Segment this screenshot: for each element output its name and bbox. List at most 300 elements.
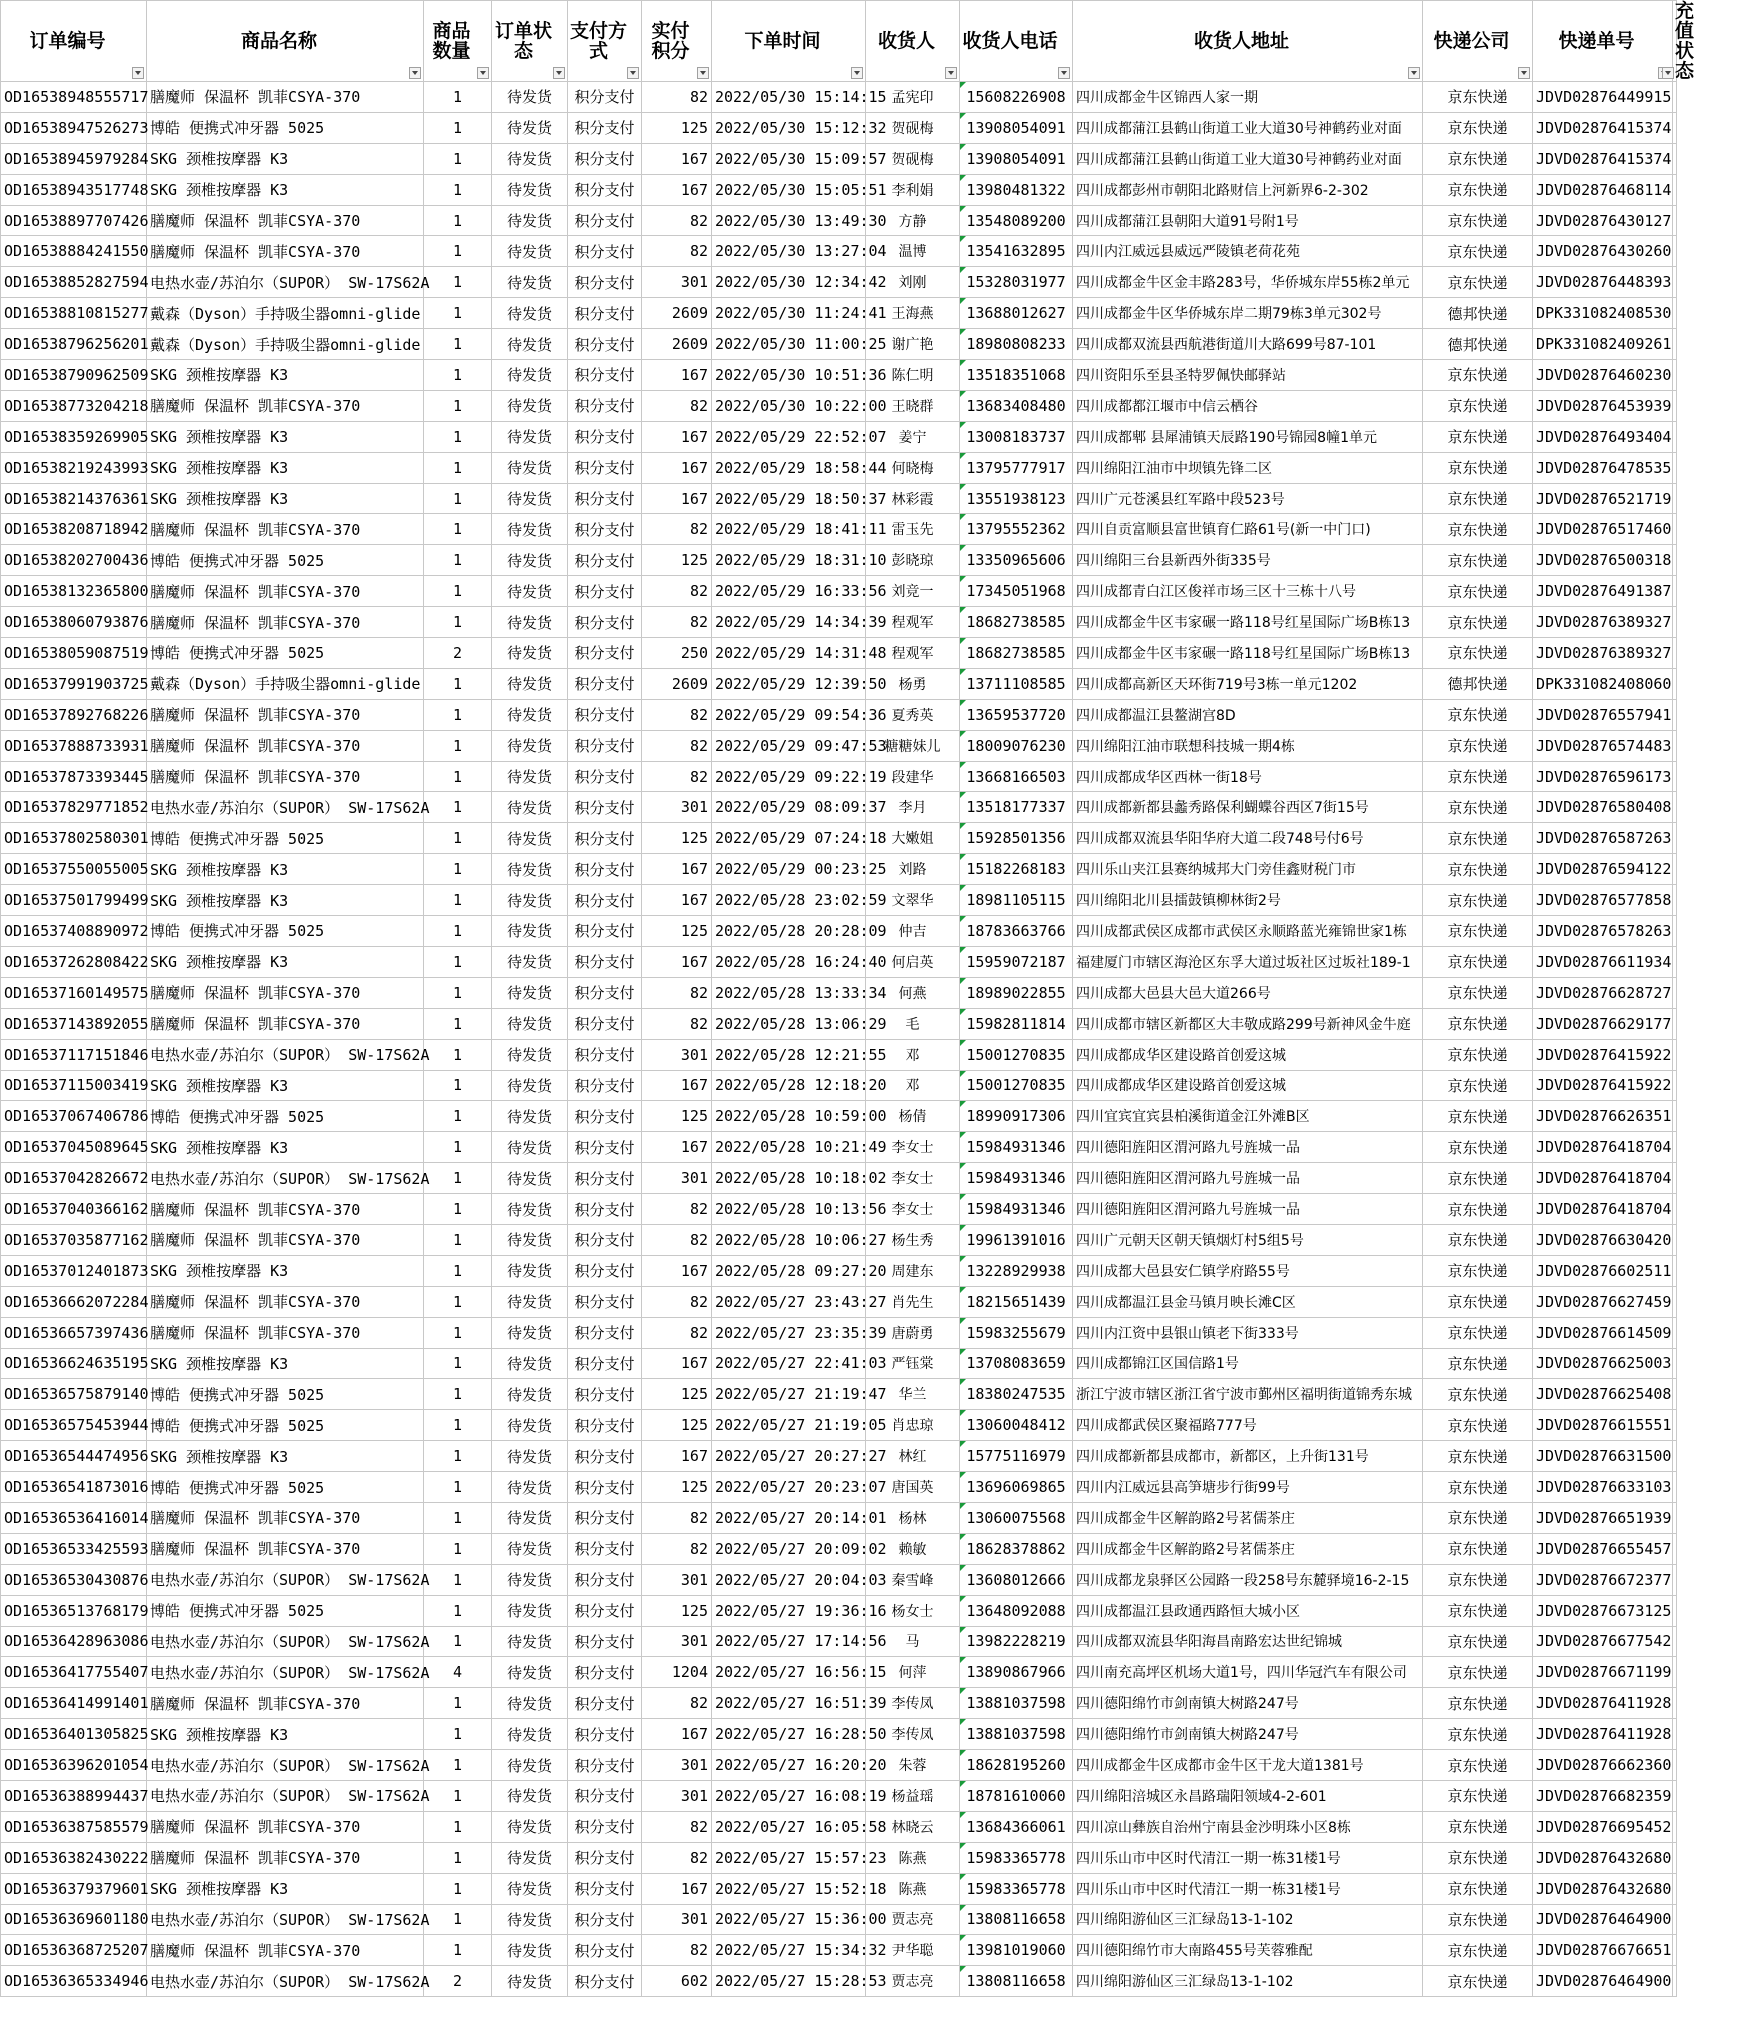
cell-points[interactable]: 250 <box>642 638 712 669</box>
cell-tracking[interactable]: JDVD02876580408 <box>1533 792 1673 823</box>
cell-product[interactable]: SKG 颈椎按摩器 K3 <box>147 1719 424 1750</box>
cell-time[interactable]: 2022/05/28 10:18:02 <box>712 1163 866 1194</box>
cell-phone[interactable]: 13808116658 <box>960 1904 1073 1935</box>
cell-recharge[interactable] <box>1673 946 1677 977</box>
cell-pay[interactable]: 积分支付 <box>568 761 642 792</box>
cell-pay[interactable]: 积分支付 <box>568 730 642 761</box>
cell-receiver[interactable]: 尹华聪 <box>866 1935 960 1966</box>
cell-receiver[interactable]: 李女士 <box>866 1132 960 1163</box>
cell-tracking[interactable]: JDVD02876468114 <box>1533 174 1673 205</box>
cell-qty[interactable]: 1 <box>424 1410 492 1441</box>
cell-receiver[interactable]: 刘竞一 <box>866 576 960 607</box>
cell-pay[interactable]: 积分支付 <box>568 1070 642 1101</box>
cell-qty[interactable]: 1 <box>424 1750 492 1781</box>
cell-courier[interactable]: 京东快递 <box>1423 483 1533 514</box>
cell-time[interactable]: 2022/05/29 09:47:53 <box>712 730 866 761</box>
cell-pay[interactable]: 积分支付 <box>568 1224 642 1255</box>
cell-points[interactable]: 82 <box>642 236 712 267</box>
cell-time[interactable]: 2022/05/28 10:21:49 <box>712 1132 866 1163</box>
cell-status[interactable]: 待发货 <box>492 483 568 514</box>
cell-courier[interactable]: 京东快递 <box>1423 1750 1533 1781</box>
cell-receiver[interactable]: 大嫩姐 <box>866 823 960 854</box>
cell-recharge[interactable] <box>1673 1224 1677 1255</box>
cell-courier[interactable]: 京东快递 <box>1423 1842 1533 1873</box>
cell-pay[interactable]: 积分支付 <box>568 668 642 699</box>
cell-pay[interactable]: 积分支付 <box>568 267 642 298</box>
cell-courier[interactable]: 京东快递 <box>1423 1966 1533 1997</box>
cell-qty[interactable]: 1 <box>424 1379 492 1410</box>
cell-points[interactable]: 82 <box>642 1688 712 1719</box>
cell-tracking[interactable]: JDVD02876671199 <box>1533 1657 1673 1688</box>
cell-points[interactable]: 82 <box>642 576 712 607</box>
cell-address[interactable]: 四川成都金牛区韦家碾一路118号红星国际广场B栋13 <box>1073 638 1423 669</box>
cell-time[interactable]: 2022/05/27 16:08:19 <box>712 1780 866 1811</box>
cell-phone[interactable]: 13688012627 <box>960 298 1073 329</box>
cell-phone[interactable]: 13350965606 <box>960 545 1073 576</box>
cell-receiver[interactable]: 马 <box>866 1626 960 1657</box>
cell-recharge[interactable] <box>1673 607 1677 638</box>
cell-address[interactable]: 四川德阳绵竹市大南路455号芙蓉雅配 <box>1073 1935 1423 1966</box>
cell-order_id[interactable]: OD16538897707426 <box>1 205 147 236</box>
cell-qty[interactable]: 1 <box>424 823 492 854</box>
cell-status[interactable]: 待发货 <box>492 1472 568 1503</box>
cell-tracking[interactable]: JDVD02876464900 <box>1533 1966 1673 1997</box>
cell-order_id[interactable]: OD16538796256201 <box>1 329 147 360</box>
cell-qty[interactable]: 1 <box>424 1194 492 1225</box>
cell-time[interactable]: 2022/05/30 15:12:32 <box>712 112 866 143</box>
cell-phone[interactable]: 13541632895 <box>960 236 1073 267</box>
cell-qty[interactable]: 1 <box>424 298 492 329</box>
cell-status[interactable]: 待发货 <box>492 1595 568 1626</box>
cell-product[interactable]: 电热水壶/苏泊尔（SUPOR） SW-17S62A <box>147 1039 424 1070</box>
cell-product[interactable]: SKG 颈椎按摩器 K3 <box>147 143 424 174</box>
cell-receiver[interactable]: 孟宪印 <box>866 82 960 113</box>
cell-pay[interactable]: 积分支付 <box>568 174 642 205</box>
cell-time[interactable]: 2022/05/30 10:22:00 <box>712 390 866 421</box>
cell-qty[interactable]: 1 <box>424 329 492 360</box>
cell-address[interactable]: 四川绵阳江油市联想科技城一期4栋 <box>1073 730 1423 761</box>
cell-points[interactable]: 82 <box>642 1842 712 1873</box>
cell-status[interactable]: 待发货 <box>492 1626 568 1657</box>
cell-courier[interactable]: 京东快递 <box>1423 1533 1533 1564</box>
cell-receiver[interactable]: 唐蔚勇 <box>866 1317 960 1348</box>
cell-status[interactable]: 待发货 <box>492 1904 568 1935</box>
cell-qty[interactable]: 1 <box>424 1688 492 1719</box>
cell-order_id[interactable]: OD16538132365800 <box>1 576 147 607</box>
cell-status[interactable]: 待发货 <box>492 1039 568 1070</box>
cell-product[interactable]: 戴森（Dyson）手持吸尘器omni-glide <box>147 298 424 329</box>
cell-phone[interactable]: 13683408480 <box>960 390 1073 421</box>
cell-order_id[interactable]: OD16537408890972 <box>1 916 147 947</box>
cell-status[interactable]: 待发货 <box>492 1811 568 1842</box>
cell-address[interactable]: 四川成都武侯区聚福路777号 <box>1073 1410 1423 1441</box>
cell-points[interactable]: 82 <box>642 1811 712 1842</box>
cell-order_id[interactable]: OD16536417755407 <box>1 1657 147 1688</box>
cell-address[interactable]: 四川成都龙泉驿区公园路一段258号东麓驿境16-2-15 <box>1073 1564 1423 1595</box>
cell-phone[interactable]: 13648092088 <box>960 1595 1073 1626</box>
cell-phone[interactable]: 13795552362 <box>960 514 1073 545</box>
cell-time[interactable]: 2022/05/27 16:28:50 <box>712 1719 866 1750</box>
cell-recharge[interactable] <box>1673 1811 1677 1842</box>
cell-qty[interactable]: 1 <box>424 668 492 699</box>
cell-time[interactable]: 2022/05/28 10:06:27 <box>712 1224 866 1255</box>
cell-pay[interactable]: 积分支付 <box>568 699 642 730</box>
cell-tracking[interactable]: JDVD02876626351 <box>1533 1101 1673 1132</box>
column-header-courier[interactable] <box>1423 1 1533 82</box>
cell-recharge[interactable] <box>1673 483 1677 514</box>
cell-time[interactable]: 2022/05/30 11:00:25 <box>712 329 866 360</box>
cell-time[interactable]: 2022/05/27 23:35:39 <box>712 1317 866 1348</box>
cell-recharge[interactable] <box>1673 761 1677 792</box>
cell-time[interactable]: 2022/05/30 15:14:15 <box>712 82 866 113</box>
cell-points[interactable]: 167 <box>642 1132 712 1163</box>
cell-points[interactable]: 301 <box>642 267 712 298</box>
cell-qty[interactable]: 1 <box>424 854 492 885</box>
cell-points[interactable]: 82 <box>642 1502 712 1533</box>
cell-points[interactable]: 82 <box>642 390 712 421</box>
cell-recharge[interactable] <box>1673 1070 1677 1101</box>
cell-pay[interactable]: 积分支付 <box>568 1966 642 1997</box>
cell-phone[interactable]: 19961391016 <box>960 1224 1073 1255</box>
cell-courier[interactable]: 京东快递 <box>1423 1904 1533 1935</box>
cell-time[interactable]: 2022/05/29 14:31:48 <box>712 638 866 669</box>
cell-tracking[interactable]: JDVD02876615551 <box>1533 1410 1673 1441</box>
cell-order_id[interactable]: OD16538790962509 <box>1 360 147 391</box>
cell-points[interactable]: 167 <box>642 854 712 885</box>
cell-points[interactable]: 125 <box>642 1595 712 1626</box>
cell-tracking[interactable]: DPK331082408530 <box>1533 298 1673 329</box>
cell-qty[interactable]: 1 <box>424 360 492 391</box>
cell-receiver[interactable]: 何启英 <box>866 946 960 977</box>
cell-address[interactable]: 四川乐山夹江县赛纳城邦大门旁佳鑫财税门市 <box>1073 854 1423 885</box>
cell-tracking[interactable]: JDVD02876672377 <box>1533 1564 1673 1595</box>
cell-address[interactable]: 四川绵阳北川县擂鼓镇柳林街2号 <box>1073 885 1423 916</box>
cell-tracking[interactable]: JDVD02876677542 <box>1533 1626 1673 1657</box>
cell-address[interactable]: 福建厦门市辖区海沧区东孚大道过坂社区过坂社189-1 <box>1073 946 1423 977</box>
cell-pay[interactable]: 积分支付 <box>568 638 642 669</box>
cell-receiver[interactable]: 唐国英 <box>866 1472 960 1503</box>
cell-address[interactable]: 四川成都金牛区解韵路2号茗儒茶庄 <box>1073 1533 1423 1564</box>
cell-address[interactable]: 四川成都大邑县安仁镇学府路55号 <box>1073 1255 1423 1286</box>
cell-phone[interactable]: 15928501356 <box>960 823 1073 854</box>
cell-qty[interactable]: 1 <box>424 545 492 576</box>
cell-recharge[interactable] <box>1673 174 1677 205</box>
cell-pay[interactable]: 积分支付 <box>568 329 642 360</box>
cell-recharge[interactable] <box>1673 143 1677 174</box>
cell-status[interactable]: 待发货 <box>492 638 568 669</box>
cell-recharge[interactable] <box>1673 545 1677 576</box>
cell-receiver[interactable]: 朱蓉 <box>866 1750 960 1781</box>
cell-phone[interactable]: 18989022855 <box>960 977 1073 1008</box>
cell-time[interactable]: 2022/05/29 22:52:07 <box>712 421 866 452</box>
column-header-address[interactable] <box>1073 1 1423 82</box>
cell-status[interactable]: 待发货 <box>492 1502 568 1533</box>
cell-pay[interactable]: 积分支付 <box>568 1441 642 1472</box>
cell-recharge[interactable] <box>1673 823 1677 854</box>
cell-recharge[interactable] <box>1673 421 1677 452</box>
cell-points[interactable]: 82 <box>642 607 712 638</box>
cell-pay[interactable]: 积分支付 <box>568 1472 642 1503</box>
cell-address[interactable]: 四川成都金牛区韦家碾一路118号红星国际广场B栋13 <box>1073 607 1423 638</box>
cell-product[interactable]: 博皓 便携式冲牙器 5025 <box>147 1472 424 1503</box>
cell-tracking[interactable]: JDVD02876478535 <box>1533 452 1673 483</box>
cell-recharge[interactable] <box>1673 576 1677 607</box>
cell-status[interactable]: 待发货 <box>492 112 568 143</box>
cell-phone[interactable]: 13684366061 <box>960 1811 1073 1842</box>
cell-order_id[interactable]: OD16538773204218 <box>1 390 147 421</box>
cell-tracking[interactable]: JDVD02876418704 <box>1533 1163 1673 1194</box>
cell-address[interactable]: 四川成都成华区建设路首创爱这城 <box>1073 1070 1423 1101</box>
cell-receiver[interactable]: 贺砚梅 <box>866 143 960 174</box>
cell-courier[interactable]: 京东快递 <box>1423 730 1533 761</box>
cell-time[interactable]: 2022/05/27 20:09:02 <box>712 1533 866 1564</box>
cell-tracking[interactable]: JDVD02876415374 <box>1533 112 1673 143</box>
cell-recharge[interactable] <box>1673 977 1677 1008</box>
cell-time[interactable]: 2022/05/27 19:36:16 <box>712 1595 866 1626</box>
cell-recharge[interactable] <box>1673 730 1677 761</box>
cell-points[interactable]: 167 <box>642 421 712 452</box>
cell-tracking[interactable]: JDVD02876418704 <box>1533 1132 1673 1163</box>
cell-points[interactable]: 82 <box>642 1194 712 1225</box>
cell-courier[interactable]: 德邦快递 <box>1423 668 1533 699</box>
cell-time[interactable]: 2022/05/29 18:31:10 <box>712 545 866 576</box>
cell-status[interactable]: 待发货 <box>492 174 568 205</box>
cell-phone[interactable]: 13668166503 <box>960 761 1073 792</box>
cell-product[interactable]: 戴森（Dyson）手持吸尘器omni-glide <box>147 668 424 699</box>
cell-receiver[interactable]: 李女士 <box>866 1163 960 1194</box>
cell-tracking[interactable]: JDVD02876611934 <box>1533 946 1673 977</box>
cell-status[interactable]: 待发货 <box>492 576 568 607</box>
cell-qty[interactable]: 1 <box>424 174 492 205</box>
cell-points[interactable]: 167 <box>642 143 712 174</box>
cell-receiver[interactable]: 刘路 <box>866 854 960 885</box>
cell-product[interactable]: SKG 颈椎按摩器 K3 <box>147 452 424 483</box>
cell-status[interactable]: 待发货 <box>492 668 568 699</box>
cell-address[interactable]: 四川成都金牛区锦西人家一期 <box>1073 82 1423 113</box>
cell-courier[interactable]: 京东快递 <box>1423 916 1533 947</box>
cell-recharge[interactable] <box>1673 360 1677 391</box>
cell-recharge[interactable] <box>1673 1564 1677 1595</box>
cell-address[interactable]: 四川南充高坪区机场大道1号，四川华冠汽车有限公司 <box>1073 1657 1423 1688</box>
cell-pay[interactable]: 积分支付 <box>568 1564 642 1595</box>
cell-recharge[interactable] <box>1673 1101 1677 1132</box>
cell-pay[interactable]: 积分支付 <box>568 545 642 576</box>
cell-status[interactable]: 待发货 <box>492 1688 568 1719</box>
cell-status[interactable]: 待发货 <box>492 1379 568 1410</box>
cell-courier[interactable]: 德邦快递 <box>1423 298 1533 329</box>
cell-time[interactable]: 2022/05/28 13:06:29 <box>712 1008 866 1039</box>
cell-time[interactable]: 2022/05/30 12:34:42 <box>712 267 866 298</box>
filter-dropdown-icon[interactable] <box>1518 67 1530 79</box>
cell-recharge[interactable] <box>1673 854 1677 885</box>
cell-points[interactable]: 125 <box>642 112 712 143</box>
cell-pay[interactable]: 积分支付 <box>568 360 642 391</box>
cell-product[interactable]: 膳魔师 保温杯 凯菲CSYA-370 <box>147 82 424 113</box>
cell-recharge[interactable] <box>1673 1410 1677 1441</box>
cell-points[interactable]: 167 <box>642 1873 712 1904</box>
filter-dropdown-icon[interactable] <box>697 67 709 79</box>
cell-tracking[interactable]: JDVD02876630420 <box>1533 1224 1673 1255</box>
cell-product[interactable]: 博皓 便携式冲牙器 5025 <box>147 1410 424 1441</box>
cell-pay[interactable]: 积分支付 <box>568 112 642 143</box>
cell-tracking[interactable]: JDVD02876673125 <box>1533 1595 1673 1626</box>
filter-dropdown-icon[interactable] <box>1662 67 1674 79</box>
cell-receiver[interactable]: 杨益瑶 <box>866 1780 960 1811</box>
cell-product[interactable]: 电热水壶/苏泊尔（SUPOR） SW-17S62A <box>147 1163 424 1194</box>
cell-address[interactable]: 四川成都成华区西林一街18号 <box>1073 761 1423 792</box>
cell-phone[interactable]: 13548089200 <box>960 205 1073 236</box>
cell-product[interactable]: 膳魔师 保温杯 凯菲CSYA-370 <box>147 1533 424 1564</box>
cell-tracking[interactable]: JDVD02876453939 <box>1533 390 1673 421</box>
cell-pay[interactable]: 积分支付 <box>568 1626 642 1657</box>
cell-qty[interactable]: 1 <box>424 1317 492 1348</box>
cell-status[interactable]: 待发货 <box>492 1935 568 1966</box>
cell-address[interactable]: 四川成都高新区天环街719号3栋一单元1202 <box>1073 668 1423 699</box>
cell-courier[interactable]: 京东快递 <box>1423 1657 1533 1688</box>
cell-pay[interactable]: 积分支付 <box>568 298 642 329</box>
cell-phone[interactable]: 15984931346 <box>960 1163 1073 1194</box>
cell-courier[interactable]: 京东快递 <box>1423 1317 1533 1348</box>
cell-pay[interactable]: 积分支付 <box>568 1595 642 1626</box>
cell-address[interactable]: 四川凉山彝族自治州宁南县金沙明珠小区8栋 <box>1073 1811 1423 1842</box>
cell-time[interactable]: 2022/05/29 14:34:39 <box>712 607 866 638</box>
cell-address[interactable]: 四川德阳旌阳区渭河路九号旌城一品 <box>1073 1132 1423 1163</box>
cell-order_id[interactable]: OD16538359269905 <box>1 421 147 452</box>
cell-courier[interactable]: 京东快递 <box>1423 452 1533 483</box>
cell-product[interactable]: 电热水壶/苏泊尔（SUPOR） SW-17S62A <box>147 1564 424 1595</box>
cell-qty[interactable]: 1 <box>424 1348 492 1379</box>
cell-tracking[interactable]: JDVD02876577858 <box>1533 885 1673 916</box>
cell-qty[interactable]: 1 <box>424 730 492 761</box>
cell-courier[interactable]: 京东快递 <box>1423 1502 1533 1533</box>
cell-address[interactable]: 四川广元苍溪县红军路中段523号 <box>1073 483 1423 514</box>
cell-order_id[interactable]: OD16536657397436 <box>1 1317 147 1348</box>
cell-order_id[interactable]: OD16536368725207 <box>1 1935 147 1966</box>
cell-status[interactable]: 待发货 <box>492 1132 568 1163</box>
cell-tracking[interactable]: JDVD02876389327 <box>1533 638 1673 669</box>
cell-receiver[interactable]: 杨女士 <box>866 1595 960 1626</box>
cell-address[interactable]: 四川宜宾宜宾县柏溪街道金江外滩B区 <box>1073 1101 1423 1132</box>
cell-recharge[interactable] <box>1673 1379 1677 1410</box>
cell-points[interactable]: 82 <box>642 1224 712 1255</box>
cell-qty[interactable]: 1 <box>424 483 492 514</box>
cell-product[interactable]: 膳魔师 保温杯 凯菲CSYA-370 <box>147 1935 424 1966</box>
cell-recharge[interactable] <box>1673 1008 1677 1039</box>
cell-status[interactable]: 待发货 <box>492 607 568 638</box>
cell-phone[interactable]: 13881037598 <box>960 1688 1073 1719</box>
cell-status[interactable]: 待发货 <box>492 545 568 576</box>
cell-status[interactable]: 待发货 <box>492 761 568 792</box>
cell-time[interactable]: 2022/05/27 20:04:03 <box>712 1564 866 1595</box>
cell-address[interactable]: 四川内江威远县威远严陵镇老荷花苑 <box>1073 236 1423 267</box>
cell-time[interactable]: 2022/05/27 16:05:58 <box>712 1811 866 1842</box>
cell-recharge[interactable] <box>1673 792 1677 823</box>
cell-order_id[interactable]: OD16536388994437 <box>1 1780 147 1811</box>
cell-address[interactable]: 四川成都双流县华阳华府大道二段748号付6号 <box>1073 823 1423 854</box>
cell-order_id[interactable]: OD16536541873016 <box>1 1472 147 1503</box>
cell-courier[interactable]: 京东快递 <box>1423 1348 1533 1379</box>
cell-recharge[interactable] <box>1673 1132 1677 1163</box>
cell-order_id[interactable]: OD16537040366162 <box>1 1194 147 1225</box>
cell-time[interactable]: 2022/05/27 21:19:05 <box>712 1410 866 1441</box>
cell-points[interactable]: 167 <box>642 452 712 483</box>
column-header-phone[interactable] <box>960 1 1073 82</box>
cell-order_id[interactable]: OD16538059087519 <box>1 638 147 669</box>
cell-qty[interactable]: 1 <box>424 1286 492 1317</box>
cell-points[interactable]: 167 <box>642 1719 712 1750</box>
cell-address[interactable]: 四川成都大邑县大邑大道266号 <box>1073 977 1423 1008</box>
cell-address[interactable]: 四川德阳旌阳区渭河路九号旌城一品 <box>1073 1163 1423 1194</box>
cell-receiver[interactable]: 杨林 <box>866 1502 960 1533</box>
cell-phone[interactable]: 18628195260 <box>960 1750 1073 1781</box>
column-header-pay[interactable] <box>568 1 642 82</box>
cell-phone[interactable]: 15001270835 <box>960 1039 1073 1070</box>
cell-courier[interactable]: 京东快递 <box>1423 576 1533 607</box>
cell-receiver[interactable]: 姜宁 <box>866 421 960 452</box>
cell-pay[interactable]: 积分支付 <box>568 885 642 916</box>
cell-tracking[interactable]: JDVD02876633103 <box>1533 1472 1673 1503</box>
cell-qty[interactable]: 4 <box>424 1657 492 1688</box>
cell-product[interactable]: SKG 颈椎按摩器 K3 <box>147 174 424 205</box>
column-header-order_id[interactable] <box>1 1 147 82</box>
cell-phone[interactable]: 13881037598 <box>960 1719 1073 1750</box>
column-header-recharge[interactable] <box>1673 0 1695 82</box>
cell-status[interactable]: 待发货 <box>492 267 568 298</box>
cell-address[interactable]: 四川绵阳江油市中坝镇先锋二区 <box>1073 452 1423 483</box>
cell-points[interactable]: 82 <box>642 977 712 1008</box>
cell-time[interactable]: 2022/05/29 18:41:11 <box>712 514 866 545</box>
cell-status[interactable]: 待发货 <box>492 946 568 977</box>
cell-pay[interactable]: 积分支付 <box>568 1688 642 1719</box>
cell-tracking[interactable]: JDVD02876418704 <box>1533 1194 1673 1225</box>
cell-receiver[interactable]: 彭晓琼 <box>866 545 960 576</box>
cell-points[interactable]: 125 <box>642 1101 712 1132</box>
cell-order_id[interactable]: OD16536428963086 <box>1 1626 147 1657</box>
cell-pay[interactable]: 积分支付 <box>568 1410 642 1441</box>
cell-tracking[interactable]: JDVD02876500318 <box>1533 545 1673 576</box>
cell-address[interactable]: 四川成都青白江区俊祥市场三区十三栋十八号 <box>1073 576 1423 607</box>
cell-tracking[interactable]: JDVD02876493404 <box>1533 421 1673 452</box>
cell-recharge[interactable] <box>1673 1719 1677 1750</box>
cell-address[interactable]: 四川成都蒲江县鹤山街道工业大道30号神鹤药业对面 <box>1073 143 1423 174</box>
cell-courier[interactable]: 京东快递 <box>1423 1410 1533 1441</box>
cell-product[interactable]: SKG 颈椎按摩器 K3 <box>147 421 424 452</box>
cell-recharge[interactable] <box>1673 699 1677 730</box>
cell-time[interactable]: 2022/05/27 21:19:47 <box>712 1379 866 1410</box>
cell-status[interactable]: 待发货 <box>492 730 568 761</box>
cell-address[interactable]: 四川成都郫 县犀浦镇天辰路190号锦园8幢1单元 <box>1073 421 1423 452</box>
cell-address[interactable]: 四川绵阳游仙区三汇绿岛13-1-102 <box>1073 1966 1423 1997</box>
cell-courier[interactable]: 京东快递 <box>1423 1101 1533 1132</box>
cell-receiver[interactable]: 李女士 <box>866 1194 960 1225</box>
cell-product[interactable]: 博皓 便携式冲牙器 5025 <box>147 823 424 854</box>
cell-order_id[interactable]: OD16536382430222 <box>1 1842 147 1873</box>
cell-order_id[interactable]: OD16537115003419 <box>1 1070 147 1101</box>
column-header-receiver[interactable] <box>866 1 960 82</box>
cell-product[interactable]: SKG 颈椎按摩器 K3 <box>147 1441 424 1472</box>
cell-pay[interactable]: 积分支付 <box>568 1163 642 1194</box>
cell-address[interactable]: 四川成都新都县成都市，新都区，上升街131号 <box>1073 1441 1423 1472</box>
cell-tracking[interactable]: JDVD02876574483 <box>1533 730 1673 761</box>
cell-phone[interactable]: 15182268183 <box>960 854 1073 885</box>
cell-order_id[interactable]: OD16537143892055 <box>1 1008 147 1039</box>
cell-points[interactable]: 301 <box>642 792 712 823</box>
cell-points[interactable]: 125 <box>642 916 712 947</box>
cell-time[interactable]: 2022/05/29 08:09:37 <box>712 792 866 823</box>
column-header-tracking[interactable] <box>1533 1 1673 82</box>
cell-product[interactable]: SKG 颈椎按摩器 K3 <box>147 1255 424 1286</box>
cell-product[interactable]: SKG 颈椎按摩器 K3 <box>147 1132 424 1163</box>
